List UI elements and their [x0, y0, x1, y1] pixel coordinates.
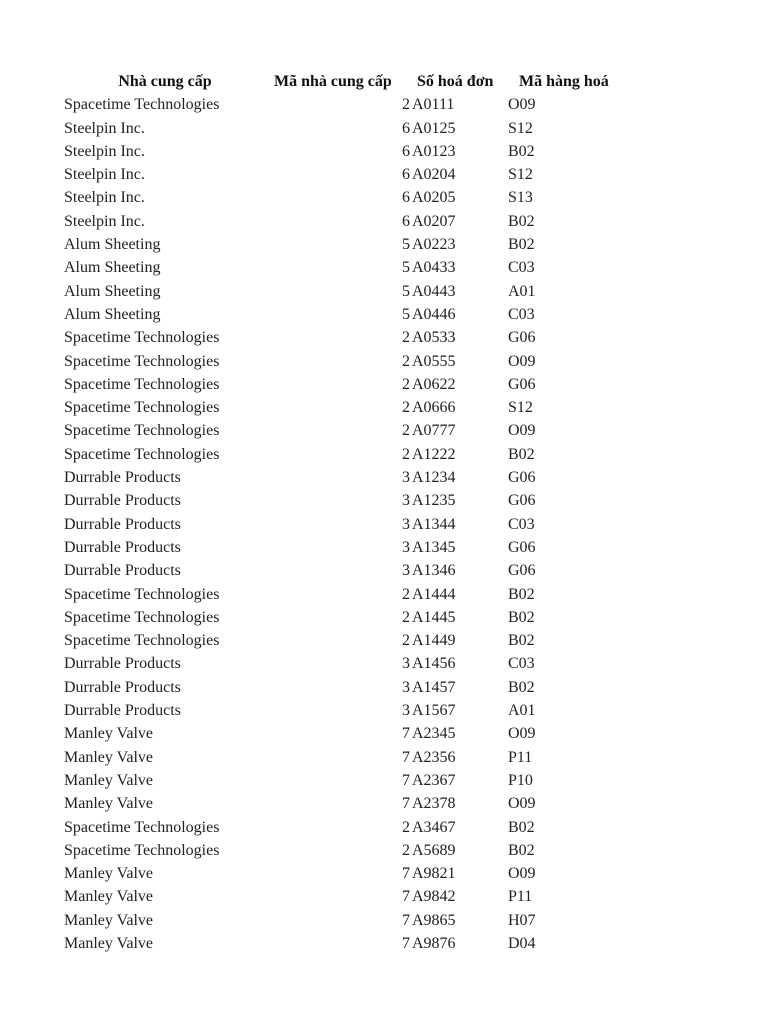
cell-item-code: B02 [508, 818, 535, 836]
cell-supplier-code: 7 [402, 888, 410, 906]
cell-item-code: O09 [508, 96, 536, 114]
cell-supplier-code: 3 [402, 702, 410, 720]
cell-supplier-code: 5 [402, 305, 410, 323]
cell-supplier: Spacetime Technologies [64, 399, 220, 417]
cell-supplier: Spacetime Technologies [64, 841, 220, 859]
cell-supplier: Durrable Products [64, 702, 181, 720]
cell-supplier: Spacetime Technologies [64, 818, 220, 836]
table-row [0, 280, 768, 303]
cell-item-code: G06 [508, 492, 536, 510]
cell-invoice-no: A0533 [412, 329, 456, 347]
table-row [0, 699, 768, 722]
cell-invoice-no: A2356 [412, 748, 456, 766]
cell-item-code: G06 [508, 562, 536, 580]
table-row [0, 163, 768, 186]
cell-invoice-no: A9821 [412, 865, 456, 883]
cell-supplier: Steelpin Inc. [64, 166, 145, 184]
cell-supplier: Manley Valve [64, 911, 154, 929]
cell-invoice-no: A1235 [412, 492, 456, 510]
table-row [0, 256, 768, 279]
cell-supplier-code: 6 [402, 119, 410, 137]
table-row [0, 909, 768, 932]
cell-supplier-code: 6 [402, 189, 410, 207]
cell-supplier: Durrable Products [64, 655, 181, 673]
table-row [0, 233, 768, 256]
cell-supplier: Spacetime Technologies [64, 96, 220, 114]
cell-supplier-code: 6 [402, 142, 410, 160]
cell-supplier-code: 2 [402, 422, 410, 440]
cell-supplier: Alum Sheeting [64, 236, 161, 254]
table-row [0, 186, 768, 209]
header-supplier-code: Mã nhà cung cấp [274, 73, 392, 90]
cell-item-code: H07 [508, 911, 536, 929]
cell-item-code: B02 [508, 678, 535, 696]
cell-supplier-code: 3 [402, 655, 410, 673]
cell-item-code: O09 [508, 795, 536, 813]
cell-invoice-no: A9842 [412, 888, 456, 906]
cell-invoice-no: A0207 [412, 212, 456, 230]
cell-item-code: G06 [508, 469, 536, 487]
cell-invoice-no: A1449 [412, 632, 456, 650]
table-row [0, 536, 768, 559]
cell-invoice-no: A0443 [412, 282, 456, 300]
table-row [0, 769, 768, 792]
cell-supplier: Manley Valve [64, 888, 154, 906]
cell-supplier: Durrable Products [64, 678, 181, 696]
cell-supplier: Steelpin Inc. [64, 142, 145, 160]
cell-supplier-code: 5 [402, 282, 410, 300]
cell-supplier: Durrable Products [64, 492, 181, 510]
invoice-table [0, 70, 768, 955]
cell-supplier-code: 3 [402, 538, 410, 556]
table-row [0, 932, 768, 955]
cell-item-code: B02 [508, 608, 535, 626]
cell-invoice-no: A2345 [412, 725, 456, 743]
table-row [0, 373, 768, 396]
cell-item-code: O09 [508, 865, 536, 883]
header-item-code: Mã hàng hoá [519, 73, 609, 90]
cell-supplier: Spacetime Technologies [64, 352, 220, 370]
table-row [0, 862, 768, 885]
cell-invoice-no: A1344 [412, 515, 456, 533]
cell-item-code: G06 [508, 329, 536, 347]
cell-item-code: B02 [508, 142, 535, 160]
cell-invoice-no: A9865 [412, 911, 456, 929]
cell-item-code: C03 [508, 259, 535, 277]
cell-supplier-code: 2 [402, 818, 410, 836]
table-row [0, 885, 768, 908]
cell-invoice-no: A0125 [412, 119, 456, 137]
cell-supplier-code: 5 [402, 236, 410, 254]
table-row [0, 396, 768, 419]
table-header-row [0, 70, 768, 93]
cell-invoice-no: A0123 [412, 142, 456, 160]
cell-invoice-no: A0777 [412, 422, 456, 440]
table-row [0, 559, 768, 582]
table-row [0, 629, 768, 652]
cell-supplier: Manley Valve [64, 748, 154, 766]
cell-supplier: Manley Valve [64, 771, 154, 789]
cell-supplier-code: 2 [402, 329, 410, 347]
cell-supplier: Durrable Products [64, 469, 181, 487]
cell-invoice-no: A1222 [412, 445, 456, 463]
cell-supplier: Steelpin Inc. [64, 212, 145, 230]
cell-supplier-code: 2 [402, 585, 410, 603]
header-invoice-no: Số hoá đơn [417, 73, 494, 90]
cell-item-code: S12 [508, 166, 533, 184]
cell-item-code: P10 [508, 771, 533, 789]
cell-supplier-code: 2 [402, 399, 410, 417]
cell-invoice-no: A2378 [412, 795, 456, 813]
table-row [0, 652, 768, 675]
table-row [0, 443, 768, 466]
cell-invoice-no: A0223 [412, 236, 456, 254]
cell-supplier-code: 2 [402, 608, 410, 626]
cell-invoice-no: A0666 [412, 399, 456, 417]
cell-supplier: Manley Valve [64, 934, 154, 952]
cell-item-code: C03 [508, 305, 535, 323]
cell-item-code: B02 [508, 632, 535, 650]
cell-item-code: B02 [508, 841, 535, 859]
cell-supplier: Spacetime Technologies [64, 608, 220, 626]
cell-item-code: A01 [508, 702, 536, 720]
cell-item-code: G06 [508, 375, 536, 393]
cell-invoice-no: A0433 [412, 259, 456, 277]
cell-invoice-no: A0622 [412, 375, 456, 393]
cell-supplier: Manley Valve [64, 865, 154, 883]
table-row [0, 466, 768, 489]
cell-supplier-code: 2 [402, 375, 410, 393]
table-row [0, 513, 768, 536]
cell-supplier: Spacetime Technologies [64, 445, 220, 463]
table-row [0, 816, 768, 839]
cell-item-code: B02 [508, 236, 535, 254]
cell-invoice-no: A0205 [412, 189, 456, 207]
cell-supplier: Manley Valve [64, 725, 154, 743]
cell-supplier: Alum Sheeting [64, 305, 161, 323]
cell-invoice-no: A1444 [412, 585, 456, 603]
table-row [0, 489, 768, 512]
cell-supplier-code: 2 [402, 841, 410, 859]
cell-supplier-code: 3 [402, 562, 410, 580]
cell-invoice-no: A0555 [412, 352, 456, 370]
table-row [0, 722, 768, 745]
cell-supplier: Steelpin Inc. [64, 189, 145, 207]
table-row [0, 117, 768, 140]
cell-supplier: Spacetime Technologies [64, 375, 220, 393]
table-row [0, 606, 768, 629]
cell-supplier-code: 3 [402, 515, 410, 533]
cell-item-code: P11 [508, 748, 533, 766]
cell-invoice-no: A0446 [412, 305, 456, 323]
table-row [0, 583, 768, 606]
cell-supplier-code: 7 [402, 934, 410, 952]
cell-item-code: C03 [508, 655, 535, 673]
cell-supplier: Manley Valve [64, 795, 154, 813]
cell-item-code: C03 [508, 515, 535, 533]
cell-item-code: O09 [508, 725, 536, 743]
cell-invoice-no: A1234 [412, 469, 456, 487]
cell-supplier: Spacetime Technologies [64, 632, 220, 650]
cell-supplier: Alum Sheeting [64, 259, 161, 277]
cell-invoice-no: A5689 [412, 841, 456, 859]
table-row [0, 676, 768, 699]
cell-supplier-code: 2 [402, 352, 410, 370]
cell-item-code: B02 [508, 445, 535, 463]
cell-supplier: Steelpin Inc. [64, 119, 145, 137]
header-supplier: Nhà cung cấp [118, 73, 212, 90]
cell-invoice-no: A1346 [412, 562, 456, 580]
cell-invoice-no: A3467 [412, 818, 456, 836]
cell-supplier: Durrable Products [64, 538, 181, 556]
cell-supplier-code: 7 [402, 795, 410, 813]
table-row [0, 746, 768, 769]
cell-invoice-no: A1457 [412, 678, 456, 696]
cell-invoice-no: A1445 [412, 608, 456, 626]
cell-supplier-code: 2 [402, 96, 410, 114]
cell-invoice-no: A0204 [412, 166, 456, 184]
cell-item-code: A01 [508, 282, 536, 300]
cell-item-code: O09 [508, 352, 536, 370]
cell-item-code: G06 [508, 538, 536, 556]
cell-item-code: P11 [508, 888, 533, 906]
cell-invoice-no: A1456 [412, 655, 456, 673]
cell-supplier-code: 6 [402, 166, 410, 184]
cell-item-code: O09 [508, 422, 536, 440]
cell-invoice-no: A0111 [412, 96, 455, 114]
table-row [0, 303, 768, 326]
cell-item-code: B02 [508, 212, 535, 230]
cell-supplier-code: 2 [402, 632, 410, 650]
cell-supplier: Alum Sheeting [64, 282, 161, 300]
cell-supplier-code: 3 [402, 492, 410, 510]
table-row [0, 326, 768, 349]
cell-supplier: Spacetime Technologies [64, 585, 220, 603]
cell-supplier-code: 5 [402, 259, 410, 277]
cell-invoice-no: A1567 [412, 702, 456, 720]
cell-supplier: Durrable Products [64, 515, 181, 533]
cell-supplier-code: 6 [402, 212, 410, 230]
cell-supplier: Spacetime Technologies [64, 422, 220, 440]
cell-supplier-code: 7 [402, 748, 410, 766]
cell-supplier-code: 3 [402, 678, 410, 696]
cell-supplier-code: 7 [402, 865, 410, 883]
table-row [0, 419, 768, 442]
table-row [0, 792, 768, 815]
table-row [0, 839, 768, 862]
table-row [0, 93, 768, 116]
cell-item-code: B02 [508, 585, 535, 603]
cell-supplier-code: 2 [402, 445, 410, 463]
cell-invoice-no: A1345 [412, 538, 456, 556]
cell-supplier-code: 7 [402, 911, 410, 929]
cell-supplier-code: 7 [402, 725, 410, 743]
cell-supplier: Durrable Products [64, 562, 181, 580]
cell-item-code: S12 [508, 119, 533, 137]
cell-invoice-no: A2367 [412, 771, 456, 789]
table-body [0, 93, 768, 955]
cell-item-code: D04 [508, 934, 536, 952]
cell-supplier: Spacetime Technologies [64, 329, 220, 347]
cell-supplier-code: 7 [402, 771, 410, 789]
table-row [0, 140, 768, 163]
table-row [0, 210, 768, 233]
table-row [0, 350, 768, 373]
cell-invoice-no: A9876 [412, 934, 456, 952]
cell-item-code: S13 [508, 189, 533, 207]
cell-item-code: S12 [508, 399, 533, 417]
cell-supplier-code: 3 [402, 469, 410, 487]
